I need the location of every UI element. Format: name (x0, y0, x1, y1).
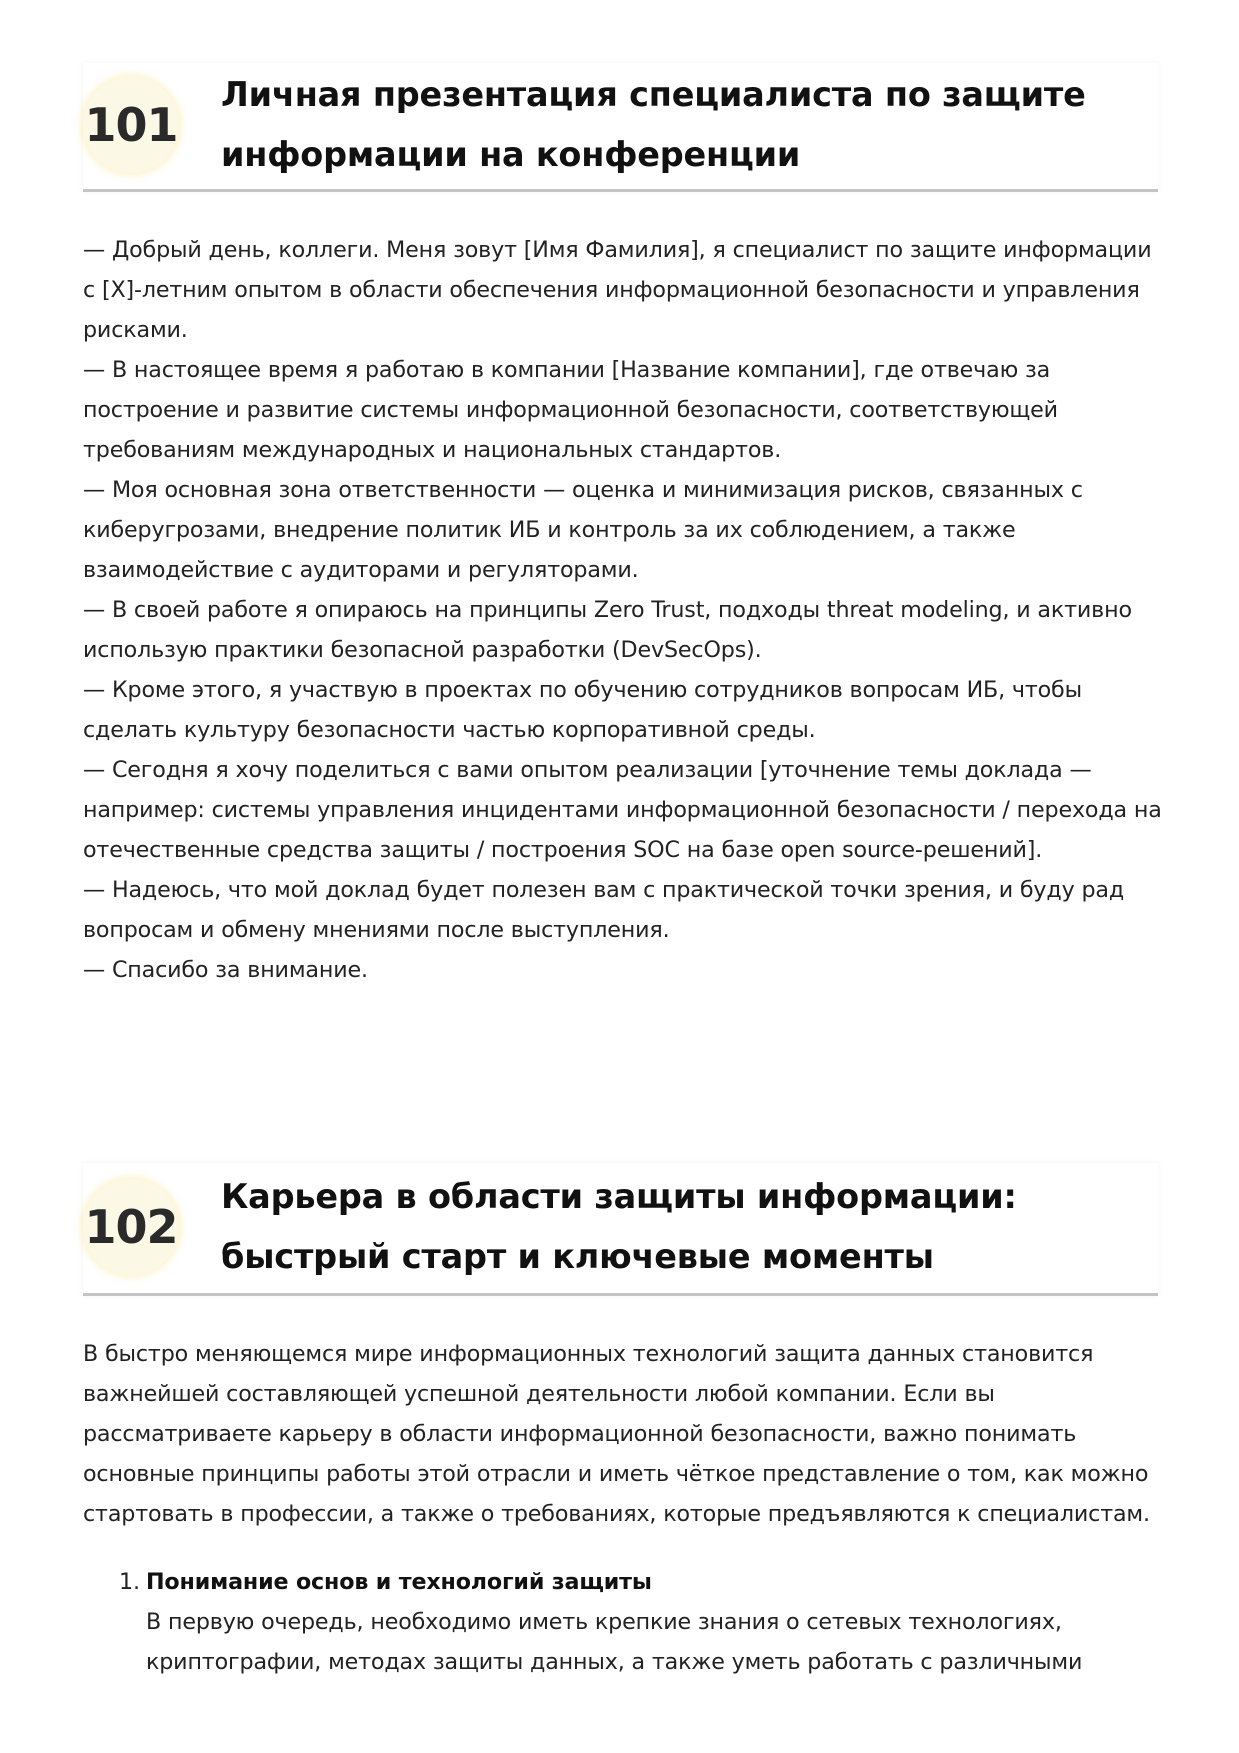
paragraph: — Надеюсь, что мой доклад будет полезен вам с практической точки зрения, и буду рад вопросам и обмену мнениями после выступления. (83, 877, 1125, 943)
paragraph: — Спасибо за внимание. (83, 957, 368, 983)
paragraph: — В настоящее время я работаю в компании [Название компании], где отвечаю за построение и развитие системы информационной безопасности, соответствующей требованиям международных и национальных стандартов. (83, 357, 1058, 463)
section-number-badge: 102 (83, 1179, 179, 1275)
list-item-title: Понимание основ и технологий защиты (146, 1569, 652, 1595)
section-102-list (83, 1562, 1163, 1682)
list-item (83, 1562, 1163, 1682)
section-number-badge: 101 (83, 77, 179, 173)
section-101-body (83, 230, 1163, 990)
paragraph: — Сегодня я хочу поделиться с вами опытом реализации [уточнение темы доклада — например: системы управления инцидентами информационной безопасности / перехода на отечественные средства защиты / построения SOC на базе open source-решений]. (83, 757, 1162, 863)
paragraph: — В своей работе я опираюсь на принципы Zero Trust, подходы threat modeling, и активно использую практики безопасной разработки (DevSecOps). (83, 597, 1132, 663)
paragraph: — Моя основная зона ответственности — оценка и минимизация рисков, связанных с киберугрозами, внедрение политик ИБ и контроль за их соблюдением, а также взаимодействие с аудиторами и регуляторами. (83, 477, 1083, 583)
paragraph: — Добрый день, коллеги. Меня зовут [Имя Фамилия], я специалист по защите информации с [X]-летним опытом в области обеспечения информационной безопасности и управления рисками. (83, 237, 1152, 343)
list-item-number: 1. (119, 1569, 140, 1595)
list-item-text: В первую очередь, необходимо иметь крепкие знания о сетевых технологиях, криптографии, методах защиты данных, а также уметь работать с различными (146, 1609, 1083, 1675)
section-title: Карьера в области защиты информации: быстрый старт и ключевые моменты (221, 1177, 1017, 1276)
paragraph: В быстро меняющемся мире информационных технологий защита данных становится важнейшей составляющей успешной деятельности любой компании. Если вы рассматриваете карьеру в области информационной безопасности, важно понимать основные принципы работы этой отрасли и иметь чёткое представление о том, как можно стартовать в профессии, а также о требованиях, которые предъявляются к специалистам. (83, 1341, 1150, 1527)
section-title: Личная презентация специалиста по защите информации на конференции (221, 75, 1086, 174)
section-101-header (83, 63, 1158, 192)
paragraph: — Кроме этого, я участвую в проектах по обучению сотрудников вопросам ИБ, чтобы сделать культуру безопасности частью корпоративной среды. (83, 677, 1082, 743)
section-102-header (83, 1163, 1158, 1296)
section-102-intro (83, 1334, 1163, 1534)
